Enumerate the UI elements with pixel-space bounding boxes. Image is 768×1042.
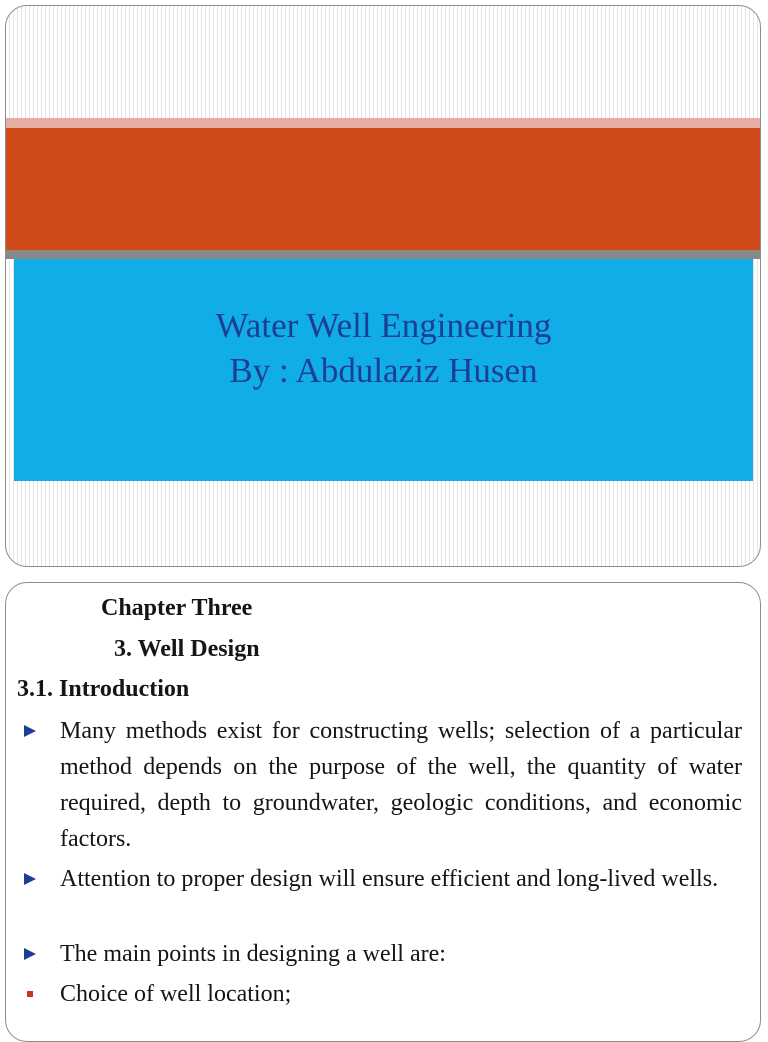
accent-band-light [6, 118, 760, 128]
list-item [24, 976, 742, 1012]
title-slide [5, 5, 761, 567]
list-item-text: The main points in designing a well are: [60, 941, 446, 967]
triangle-bullet-icon [24, 725, 36, 737]
list-item-text: Attention to proper design will ensure efficient and long-lived wells. [60, 866, 719, 892]
content-slide [5, 582, 761, 1042]
list-item [24, 936, 742, 972]
subsection-heading: 3.1. Introduction [17, 676, 190, 702]
list-item-text: Choice of well location; [60, 981, 292, 1007]
accent-band-grey [6, 250, 760, 259]
list-item [24, 861, 742, 897]
slide-subtitle: By : Abdulaziz Husen [229, 351, 538, 390]
slide-title: Water Well Engineering [215, 306, 552, 345]
accent-band-orange [6, 128, 760, 250]
chapter-heading: Chapter Three [101, 595, 253, 621]
list-item [24, 713, 742, 857]
square-bullet-icon [27, 991, 33, 997]
triangle-bullet-icon [24, 873, 36, 885]
list-item-text: Many methods exist for constructing wells; selection of a particular method depends on the purpose of the well, the quantity of water required, depth to groundwater, geologic conditions, and economic factors. [60, 718, 742, 852]
section-heading: 3. Well Design [114, 636, 260, 662]
title-box [14, 259, 753, 481]
triangle-bullet-icon [24, 948, 36, 960]
